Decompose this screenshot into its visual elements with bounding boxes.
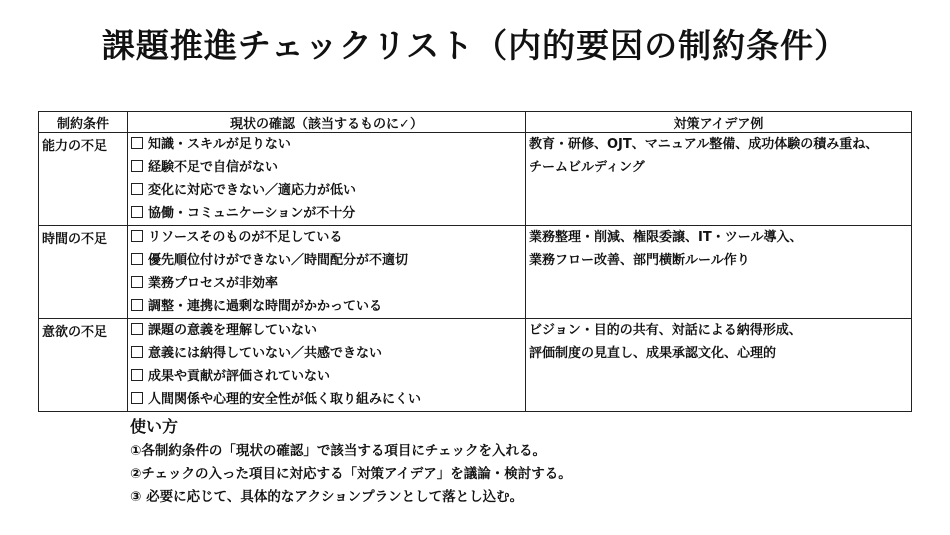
ideas-cell-time xyxy=(526,226,912,319)
check-item[interactable] xyxy=(131,179,522,202)
check-item[interactable] xyxy=(131,272,522,295)
checkbox-icon[interactable] xyxy=(131,253,143,265)
check-item-label: 経験不足で自信がない xyxy=(148,160,279,175)
check-item[interactable] xyxy=(131,133,522,156)
table-row-time xyxy=(39,226,912,319)
column-header-current-status: 現状の確認（該当するものに✓） xyxy=(128,112,526,133)
category-motivation: 意欲の不足 xyxy=(39,319,128,412)
check-item-label: 意義には納得していない／共感できない xyxy=(148,346,383,361)
table-header-row xyxy=(39,112,912,133)
checks-cell-motivation xyxy=(128,319,526,412)
usage-section xyxy=(130,414,572,509)
category-ability: 能力の不足 xyxy=(39,133,128,226)
check-item-label: 協働・コミュニケーションが不十分 xyxy=(148,206,356,221)
category-time: 時間の不足 xyxy=(39,226,128,319)
idea-line: チームビルディング xyxy=(529,160,645,175)
table-row-ability xyxy=(39,133,912,226)
checks-cell-ability xyxy=(128,133,526,226)
check-item[interactable] xyxy=(131,226,522,249)
idea-line: 業務フロー改善、部門横断ルール作り xyxy=(529,253,750,268)
idea-line: 評価制度の見直し、成果承認文化、心理的 xyxy=(529,346,777,361)
usage-step: ②チェックの入った項目に対応する「対策アイデア」を議論・検討する。 xyxy=(130,466,572,482)
usage-heading: 使い方 xyxy=(130,417,179,436)
checkbox-icon[interactable] xyxy=(131,230,143,242)
column-header-constraint: 制約条件 xyxy=(39,112,128,133)
check-item[interactable] xyxy=(131,319,522,342)
checkbox-icon[interactable] xyxy=(131,160,143,172)
checkbox-icon[interactable] xyxy=(131,137,143,149)
check-item-label: 優先順位付けができない／時間配分が不適切 xyxy=(148,253,409,268)
checks-cell-time xyxy=(128,226,526,319)
checkbox-icon[interactable] xyxy=(131,183,143,195)
check-item-label: 知識・スキルが足りない xyxy=(148,137,291,152)
checkbox-icon[interactable] xyxy=(131,276,143,288)
check-item-label: リソースそのものが不足している xyxy=(148,230,343,245)
check-item[interactable] xyxy=(131,202,522,225)
table-row-motivation xyxy=(39,319,912,412)
check-item-label: 人間関係や心理的安全性が低く取り組みにくい xyxy=(148,392,422,407)
page-title: 課題推進チェックリスト（内的要因の制約条件） xyxy=(101,26,849,65)
checkbox-icon[interactable] xyxy=(131,369,143,381)
check-item[interactable] xyxy=(131,342,522,365)
idea-line: 教育・研修、OJT、マニュアル整備、成功体験の積み重ね、 xyxy=(529,137,879,152)
checkbox-icon[interactable] xyxy=(131,206,143,218)
checkbox-icon[interactable] xyxy=(131,392,143,404)
idea-line: ビジョン・目的の共有、対話による納得形成、 xyxy=(529,323,802,338)
check-item[interactable] xyxy=(131,388,522,411)
check-item[interactable] xyxy=(131,295,522,318)
ideas-cell-motivation xyxy=(526,319,912,412)
idea-line: 業務整理・削減、権限委譲、IT・ツール導入、 xyxy=(529,230,803,245)
check-item[interactable] xyxy=(131,365,522,388)
check-item[interactable] xyxy=(131,156,522,179)
column-header-ideas: 対策アイデア例 xyxy=(526,112,912,133)
check-item-label: 課題の意義を理解していない xyxy=(148,323,318,338)
check-item[interactable] xyxy=(131,249,522,272)
check-item-label: 業務プロセスが非効率 xyxy=(148,276,279,291)
checkbox-icon[interactable] xyxy=(131,323,143,335)
check-item-label: 変化に対応できない／適応力が低い xyxy=(148,183,357,198)
checkbox-icon[interactable] xyxy=(131,346,143,358)
check-item-label: 成果や貢献が評価されていない xyxy=(148,369,331,384)
checklist-table xyxy=(38,111,912,412)
checkbox-icon[interactable] xyxy=(131,299,143,311)
check-item-label: 調整・連携に過剰な時間がかかっている xyxy=(148,299,383,314)
usage-step: ③ 必要に応じて、具体的なアクションプランとして落とし込む。 xyxy=(130,489,524,505)
ideas-cell-ability xyxy=(526,133,912,226)
usage-step: ①各制約条件の「現状の確認」で該当する項目にチェックを入れる。 xyxy=(130,443,547,459)
